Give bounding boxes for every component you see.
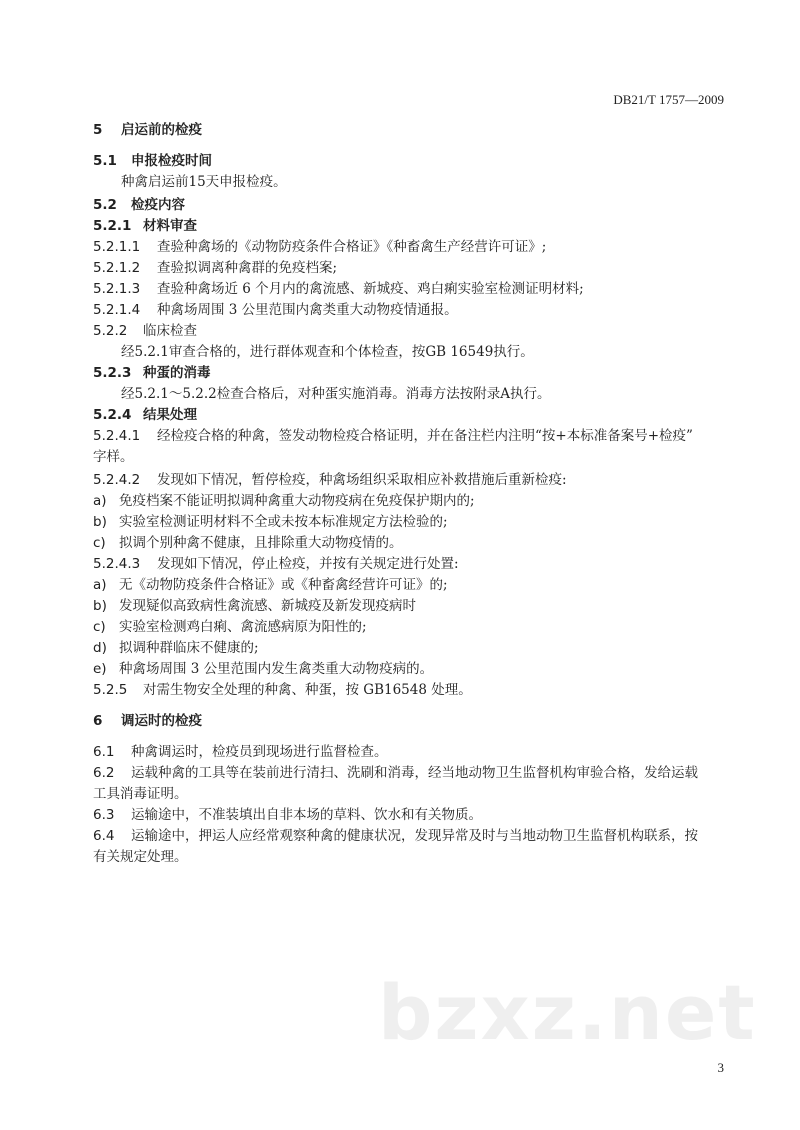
page-number: 3: [717, 1060, 724, 1075]
clause-6-4: 6.4 运输途中，押运人应经常观察种禽的健康状况，发现异常及时与当地动物卫生监督机构联系，按: [93, 828, 698, 844]
section-5-2-1-heading: 5.2.1 材料审查: [93, 218, 197, 234]
section-5-1-body: 种禽启运前15天申报检疫。: [121, 174, 287, 190]
clause-5-2-4-1-cont: 字样。: [93, 449, 134, 465]
watermark: bzxz.net: [378, 968, 757, 1057]
list-item: a) 免疫档案不能证明拟调种禽重大动物疫病在免疫保护期内的;: [93, 493, 475, 509]
section-5-1-heading: 5.1 申报检疫时间: [93, 153, 212, 169]
section-5-2-2-body: 经5.2.1审查合格的，进行群体观查和个体检查，按GB 16549执行。: [121, 344, 534, 360]
document-body: [93, 120, 733, 868]
list-item: b) 实验室检测证明材料不全或未按本标准规定方法检验的;: [93, 514, 448, 530]
section-number: 6: [93, 713, 103, 729]
standard-code: DB21/T 1757—2009: [613, 92, 724, 107]
clause-6-2: 6.2 运载种禽的工具等在装前进行清扫、洗刷和消毒，经当地动物卫生监督机构审验合格，发给运载: [93, 765, 698, 781]
clause-6-4-cont: 有关规定处理。: [93, 849, 188, 865]
section-5-heading: [93, 120, 733, 141]
clause-5-2-4-3: 5.2.4.3 发现如下情况，停止检疫，并按有关规定进行处置:: [93, 556, 459, 572]
list-item: a) 无《动物防疫条件合格证》或《种畜禽经营许可证》的;: [93, 577, 448, 593]
section-6-heading: [93, 711, 733, 732]
list-item: c) 实验室检测鸡白痢、禽流感病原为阳性的;: [93, 619, 367, 635]
clause-5-2-1-2: 5.2.1.2 查验拟调离种禽群的免疫档案;: [93, 260, 338, 276]
list-item: b) 发现疑似高致病性禽流感、新城疫及新发现疫病时: [93, 598, 416, 614]
list-item: c) 拟调个别种禽不健康，且排除重大动物疫情的。: [93, 535, 403, 551]
clause-5-2-4-1: 5.2.4.1 经检疫合格的种禽，签发动物检疫合格证明，并在备注栏内注明“按+本标准备案号+检疫”: [93, 428, 693, 444]
clause-5-2-5: 5.2.5 对需生物安全处理的种禽、种蛋，按 GB16548 处理。: [93, 682, 472, 698]
clause-5-2-1-4: 5.2.1.4 种禽场周围 3 公里范围内禽类重大动物疫情通报。: [93, 302, 458, 318]
clause-6-1: 6.1 种禽调运时，检疫员到现场进行监督检查。: [93, 744, 388, 760]
section-5-2-3-heading: 5.2.3 种蛋的消毒: [93, 365, 211, 381]
section-title: 启运前的检疫: [121, 122, 202, 138]
clause-6-2-cont: 工具消毒证明。: [93, 786, 188, 802]
clause-5-2-4-2: 5.2.4.2 发现如下情况，暂停检疫，种禽场组织采取相应补救措施后重新检疫:: [93, 472, 567, 488]
list-item: d) 拟调种群临床不健康的;: [93, 640, 259, 656]
clause-5-2-1-1: 5.2.1.1 查验种禽场的《动物防疫条件合格证》《种畜禽生产经营许可证》;: [93, 239, 547, 255]
section-5-2-3-body: 经5.2.1～5.2.2检查合格后，对种蛋实施消毒。消毒方法按附录A执行。: [121, 386, 551, 402]
section-5-2-heading: 5.2 检疫内容: [93, 197, 185, 213]
clause-6-3: 6.3 运输途中，不准装填出自非本场的草料、饮水和有关物质。: [93, 807, 482, 823]
clause-5-2-1-3: 5.2.1.3 查验种禽场近 6 个月内的禽流感、新城疫、鸡白痢实验室检测证明材料;: [93, 281, 584, 297]
section-5-2-2-heading: 5.2.2 临床检查: [93, 323, 197, 339]
list-item: e) 种禽场周围 3 公里范围内发生禽类重大动物疫病的。: [93, 661, 434, 677]
section-5-2-4-heading: 5.2.4 结果处理: [93, 407, 197, 423]
section-title: 调运时的检疫: [121, 713, 202, 729]
section-number: 5: [93, 122, 103, 138]
